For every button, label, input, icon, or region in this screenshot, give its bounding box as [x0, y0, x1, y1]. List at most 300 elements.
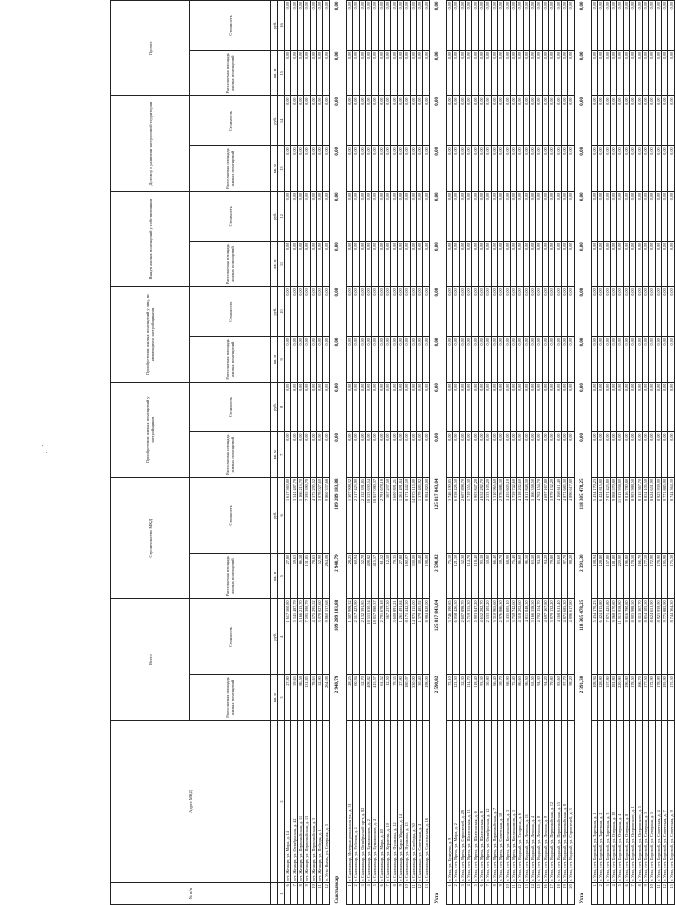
zero-value: 0,00	[372, 191, 378, 241]
zero-value: 0,00	[549, 241, 555, 287]
zero-value: 0,00	[485, 50, 491, 96]
total-area: 68,90	[504, 675, 510, 721]
zero-value: 0,00	[561, 1, 567, 51]
zero-value: 0,00	[472, 96, 478, 146]
total-cost: 4 575 295,52	[310, 599, 316, 675]
total-cost: 3 979 132,20	[549, 599, 555, 675]
total-cost: 9 771 885,90	[661, 599, 667, 675]
group-zero-value: 0,00	[329, 1, 346, 51]
zero-value: 0,00	[316, 287, 322, 337]
zero-value: 0,00	[372, 382, 378, 432]
zero-value: 0,00	[549, 146, 555, 192]
zero-value: 0,00	[291, 50, 297, 96]
zero-value: 0,00	[561, 337, 567, 383]
zero-value: 0,00	[604, 241, 610, 287]
construction-area: 83,60	[555, 553, 561, 599]
zero-value: 0,00	[591, 432, 597, 478]
zero-value: 0,00	[423, 432, 429, 478]
zero-value: 0,00	[491, 337, 497, 383]
zero-value: 0,00	[555, 432, 561, 478]
zero-value: 0,00	[504, 382, 510, 432]
zero-value: 0,00	[561, 50, 567, 96]
construction-area: 180,07	[404, 553, 410, 599]
zero-value: 0,00	[417, 241, 423, 287]
zero-value: 0,00	[372, 337, 378, 383]
col-group-header: Приобретение жилых помещений у застройщиков	[111, 382, 190, 477]
zero-value: 0,00	[504, 96, 510, 146]
row-address: г. Ухта, пгт. Ярега, ул. Космонавтов, д. 3	[504, 720, 510, 883]
zero-value: 0,00	[346, 287, 352, 337]
total-area: 172,90	[649, 675, 655, 721]
row-number: 2	[453, 883, 459, 905]
total-area: 52,70	[359, 675, 365, 721]
total-area: 264,08	[323, 675, 329, 721]
zero-value: 0,00	[465, 287, 471, 337]
construction-cost: 9 816 780,80	[623, 478, 629, 554]
zero-value: 0,00	[385, 241, 391, 287]
row-address: г. Ухта, ул. Бушуева, д. 9	[446, 720, 452, 883]
zero-value: 0,00	[661, 337, 667, 383]
zero-value: 0,00	[542, 432, 548, 478]
zero-value: 0,00	[365, 432, 371, 478]
zero-value: 0,00	[604, 50, 610, 96]
group-zero-value: 0,00	[574, 241, 591, 287]
zero-value: 0,00	[668, 146, 674, 192]
zero-value: 0,00	[385, 191, 391, 241]
row-address: г. Сыктывкар, ул. Свободы, д. 30	[410, 720, 416, 883]
table-row	[668, 1, 674, 905]
zero-value: 0,00	[555, 241, 561, 287]
total-area: 28,25	[346, 675, 352, 721]
zero-value: 0,00	[478, 241, 484, 287]
zero-value: 0,00	[304, 337, 310, 383]
zero-value: 0,00	[517, 337, 523, 383]
zero-value: 0,00	[397, 241, 403, 287]
row-address: г. Сыктывкар, ул. Пушкина, д. 15	[404, 720, 410, 883]
zero-value: 0,00	[636, 382, 642, 432]
zero-value: 0,00	[510, 241, 516, 287]
construction-cost: 1 307 908,32	[346, 478, 352, 554]
zero-value: 0,00	[668, 432, 674, 478]
col-index: 14	[278, 96, 285, 146]
total-area: 94,30	[536, 675, 542, 721]
zero-value: 0,00	[310, 1, 316, 51]
zero-value: 0,00	[497, 287, 503, 337]
zero-value: 0,00	[446, 241, 452, 287]
total-cost: 9 816 780,80	[623, 599, 629, 675]
row-number: 1	[346, 883, 352, 905]
zero-value: 0,00	[529, 432, 535, 478]
zero-value: 0,00	[555, 1, 561, 51]
zero-value: 0,00	[655, 337, 661, 383]
row-number: 2	[598, 883, 604, 905]
row-address: г. Сыктывкар, ул. Пушкина, д. 12	[391, 720, 397, 883]
total-cost: 1 261 491,84	[397, 599, 403, 675]
zero-value: 0,00	[642, 337, 648, 383]
construction-area: 175,30	[668, 553, 674, 599]
zero-value: 0,00	[310, 241, 316, 287]
construction-area: 96,50	[523, 553, 529, 599]
zero-value: 0,00	[642, 382, 648, 432]
zero-value: 0,00	[423, 241, 429, 287]
construction-cost: 567 237,50	[385, 478, 391, 554]
row-number: 13	[423, 883, 429, 905]
zero-value: 0,00	[397, 382, 403, 432]
row-address: г. Ухта, пгт. Водный, ул. Первомайская, д. 12	[549, 720, 555, 883]
row-address: пгт. Жешарт, ул. Мира, д. 14	[285, 720, 291, 883]
col-sub-header: Стоимость	[190, 96, 271, 146]
zero-value: 0,00	[661, 241, 667, 287]
zero-value: 0,00	[523, 191, 529, 241]
zero-value: 0,00	[668, 96, 674, 146]
zero-value: 0,00	[465, 241, 471, 287]
zero-value: 0,00	[485, 337, 491, 383]
zero-value: 0,00	[649, 382, 655, 432]
zero-value: 0,00	[465, 191, 471, 241]
construction-cost: 1 379 485,92	[417, 478, 423, 554]
zero-value: 0,00	[397, 1, 403, 51]
zero-value: 0,00	[410, 191, 416, 241]
zero-value: 0,00	[291, 287, 297, 337]
total-cost: 4 811 848,50	[523, 599, 529, 675]
zero-value: 0,00	[517, 1, 523, 51]
total-area: 83,60	[555, 675, 561, 721]
construction-cost: 18 553 630,54	[365, 478, 371, 554]
col-index: 10	[278, 287, 285, 337]
total-cost: 3 759 742,60	[510, 599, 516, 675]
zero-value: 0,00	[316, 96, 322, 146]
construction-cost: 14 975 115,00	[410, 478, 416, 554]
zero-value: 0,00	[598, 191, 604, 241]
zero-value: 0,00	[478, 96, 484, 146]
zero-value: 0,00	[642, 1, 648, 51]
group-total-cost: 109 289 183,88	[329, 599, 346, 675]
zero-value: 0,00	[655, 432, 661, 478]
zero-value: 0,00	[561, 191, 567, 241]
zero-value: 0,00	[655, 50, 661, 96]
zero-value: 0,00	[504, 432, 510, 478]
group-zero-value: 0,00	[429, 287, 446, 337]
total-cost: 3 166 358,50	[529, 599, 535, 675]
construction-cost: 2 607 898,70	[459, 478, 465, 554]
col-group-header: Прочее	[111, 1, 190, 96]
zero-value: 0,00	[391, 50, 397, 96]
zero-value: 0,00	[453, 50, 459, 96]
zero-value: 0,00	[610, 96, 616, 146]
col-index: 6	[278, 478, 285, 554]
row-number: 18	[555, 883, 561, 905]
row-number: 4	[610, 883, 616, 905]
row-address: г. Сыктывкар, ул. Мира, д. 40	[378, 720, 384, 883]
zero-value: 0,00	[410, 382, 416, 432]
zero-value: 0,00	[297, 241, 303, 287]
zero-value: 0,00	[561, 96, 567, 146]
construction-cost: 8 903 988,50	[629, 478, 635, 554]
col-index: 1	[278, 883, 285, 905]
row-address: г. Ухта, пгт. Боровой, ул. Советская, д. 9	[668, 720, 674, 883]
zero-value: 0,00	[459, 191, 465, 241]
zero-value: 0,00	[642, 96, 648, 146]
construction-area: 94,30	[536, 553, 542, 599]
total-area: 98,20	[568, 675, 574, 721]
zero-value: 0,00	[391, 287, 397, 337]
zero-value: 0,00	[668, 382, 674, 432]
zero-value: 0,00	[404, 1, 410, 51]
zero-value: 0,00	[465, 1, 471, 51]
total-cost: 2 533 105,20	[485, 599, 491, 675]
construction-cost: 5 166 213,70	[297, 478, 303, 554]
zero-value: 0,00	[417, 191, 423, 241]
row-number: 9	[397, 883, 403, 905]
zero-value: 0,00	[604, 146, 610, 192]
zero-value: 0,00	[497, 191, 503, 241]
construction-area: 66,40	[491, 553, 497, 599]
zero-value: 0,00	[668, 1, 674, 51]
zero-value: 0,00	[523, 432, 529, 478]
total-cost: 3 341 487,79	[291, 599, 297, 675]
zero-value: 0,00	[529, 337, 535, 383]
zero-value: 0,00	[410, 432, 416, 478]
total-area: 50,80	[485, 675, 491, 721]
zero-value: 0,00	[417, 382, 423, 432]
zero-value: 0,00	[604, 96, 610, 146]
group-zero-value: 0,00	[574, 146, 591, 192]
total-cost: 6 424 815,80	[598, 599, 604, 675]
zero-value: 0,00	[291, 1, 297, 51]
zero-value: 0,00	[346, 337, 352, 383]
zero-value: 0,00	[517, 287, 523, 337]
zero-value: 0,00	[629, 337, 635, 383]
zero-value: 0,00	[359, 241, 365, 287]
construction-cost: 2 517 423,90	[353, 478, 359, 554]
zero-value: 0,00	[353, 432, 359, 478]
zero-value: 0,00	[465, 96, 471, 146]
row-address: г. Ухта, пгт. Водный, ул. Ленина, д. 9	[542, 720, 548, 883]
row-address: г. Сыктывкар, ул. Октябрьский пр-т, д. 82	[359, 720, 365, 883]
row-number: 19	[561, 883, 567, 905]
row-number: 7	[485, 883, 491, 905]
zero-value: 0,00	[385, 382, 391, 432]
zero-value: 0,00	[291, 241, 297, 287]
zero-value: 0,00	[346, 146, 352, 192]
construction-area: 108,94	[591, 553, 597, 599]
zero-value: 0,00	[453, 96, 459, 146]
zero-value: 0,00	[285, 287, 291, 337]
zero-value: 0,00	[359, 50, 365, 96]
total-cost: 4 871 685,30	[561, 599, 567, 675]
construction-area: 94,20	[542, 553, 548, 599]
zero-value: 0,00	[410, 146, 416, 192]
row-number: 6	[623, 883, 629, 905]
zero-value: 0,00	[478, 146, 484, 192]
zero-value: 0,00	[661, 146, 667, 192]
total-cost: 3 435 605,10	[504, 599, 510, 675]
construction-cost: 5 903 847,20	[472, 478, 478, 554]
zero-value: 0,00	[353, 96, 359, 146]
zero-value: 0,00	[623, 432, 629, 478]
construction-cost: 4 168 611,40	[555, 478, 561, 554]
construction-area: 52,30	[459, 553, 465, 599]
row-number: 7	[629, 883, 635, 905]
zero-value: 0,00	[446, 382, 452, 432]
col-unit: кв. м	[271, 241, 278, 287]
zero-value: 0,00	[617, 337, 623, 383]
total-area: 415,57	[372, 675, 378, 721]
construction-cost: 4 575 295,52	[310, 478, 316, 554]
construction-cost: 8 923 939,90	[655, 478, 661, 554]
col-sub-header: Расселяемая площадь жилых помещений	[190, 146, 271, 192]
row-address: г. Ухта, пгт. Боровой, ул. Заречная, д. 3	[604, 720, 610, 883]
zero-value: 0,00	[359, 191, 365, 241]
col-unit: руб.	[271, 599, 278, 675]
total-cost: 3 600 891,21	[391, 599, 397, 675]
zero-value: 0,00	[304, 1, 310, 51]
zero-value: 0,00	[598, 146, 604, 192]
construction-cost: 11 013 958,80	[617, 478, 623, 554]
zero-value: 0,00	[517, 382, 523, 432]
zero-value: 0,00	[504, 287, 510, 337]
zero-value: 0,00	[617, 191, 623, 241]
zero-value: 0,00	[372, 50, 378, 96]
zero-value: 0,00	[365, 382, 371, 432]
group-name: Сыктывкар	[329, 720, 346, 904]
zero-value: 0,00	[385, 337, 391, 383]
group-total-row	[329, 1, 346, 905]
row-address: г. Ухта, пгт. Боровой, ул. Северная, д. 5	[649, 720, 655, 883]
zero-value: 0,00	[453, 1, 459, 51]
zero-value: 0,00	[523, 337, 529, 383]
construction-area: 98,20	[568, 553, 574, 599]
row-number: 12	[517, 883, 523, 905]
row-address: г. Ухта, пгт. Ярега, ул. Октябрьская, д. 12	[485, 720, 491, 883]
zero-value: 0,00	[297, 96, 303, 146]
col-sub-header: Расселяемая площадь жилых помещений	[190, 432, 271, 478]
construction-cost: 3 166 358,50	[529, 478, 535, 554]
zero-value: 0,00	[391, 96, 397, 146]
zero-value: 0,00	[472, 241, 478, 287]
zero-value: 0,00	[304, 146, 310, 192]
zero-value: 0,00	[623, 287, 629, 337]
col-unit: руб.	[271, 96, 278, 146]
zero-value: 0,00	[365, 191, 371, 241]
zero-value: 0,00	[549, 96, 555, 146]
construction-cost: 3 979 132,20	[549, 478, 555, 554]
group-zero-value: 0,00	[329, 337, 346, 383]
col-index: 8	[278, 382, 285, 432]
zero-value: 0,00	[291, 337, 297, 383]
row-address: г. Ухта, пгт. Боровой, ул. Островского, д. 1	[629, 720, 635, 883]
construction-area: 408,82	[365, 553, 371, 599]
zero-value: 0,00	[536, 1, 542, 51]
zero-value: 0,00	[459, 50, 465, 96]
zero-value: 0,00	[649, 1, 655, 51]
zero-value: 0,00	[629, 432, 635, 478]
zero-value: 0,00	[385, 146, 391, 192]
construction-area: 86,58	[297, 553, 303, 599]
zero-value: 0,00	[523, 1, 529, 51]
construction-area: 63,50	[529, 553, 535, 599]
zero-value: 0,00	[636, 146, 642, 192]
zero-value: 0,00	[542, 50, 548, 96]
zero-value: 0,00	[485, 241, 491, 287]
zero-value: 0,00	[372, 96, 378, 146]
zero-value: 0,00	[297, 50, 303, 96]
total-cost: 4 652 282,70	[478, 599, 484, 675]
col-sub-header: Расселяемая площадь жилых помещений	[190, 337, 271, 383]
row-address: г. Ухта, пгт. Боровой, ул. Озерная, д. 4	[617, 720, 623, 883]
construction-cost: 3 310 965,60	[491, 478, 497, 554]
zero-value: 0,00	[316, 382, 322, 432]
zero-value: 0,00	[629, 96, 635, 146]
zero-value: 0,00	[668, 287, 674, 337]
units-spacer	[271, 883, 278, 905]
zero-value: 0,00	[629, 287, 635, 337]
zero-value: 0,00	[346, 96, 352, 146]
zero-value: 0,00	[568, 50, 574, 96]
zero-value: 0,00	[485, 432, 491, 478]
col-address-header: Адрес МКД	[111, 720, 271, 883]
zero-value: 0,00	[378, 1, 384, 51]
zero-value: 0,00	[378, 96, 384, 146]
row-number: 10	[649, 883, 655, 905]
zero-value: 0,00	[642, 146, 648, 192]
total-area: 96,50	[523, 675, 529, 721]
total-cost: 1 379 485,92	[417, 599, 423, 675]
zero-value: 0,00	[459, 96, 465, 146]
zero-value: 0,00	[598, 432, 604, 478]
row-address: г. Ухта, пгт. Водный, ул. Ленина, д. 4	[529, 720, 535, 883]
zero-value: 0,00	[636, 241, 642, 287]
zero-value: 0,00	[291, 96, 297, 146]
zero-value: 0,00	[610, 241, 616, 287]
zero-value: 0,00	[555, 50, 561, 96]
row-number: 3	[459, 883, 465, 905]
total-cost: 5 434 170,23	[591, 599, 597, 675]
group-zero-value: 0,00	[574, 1, 591, 51]
zero-value: 0,00	[504, 241, 510, 287]
zero-value: 0,00	[353, 382, 359, 432]
zero-value: 0,00	[542, 241, 548, 287]
zero-value: 0,00	[649, 287, 655, 337]
zero-value: 0,00	[323, 432, 329, 478]
total-area: 79,80	[549, 675, 555, 721]
group-zero-value: 0,00	[429, 432, 446, 478]
total-area: 86,58	[297, 675, 303, 721]
zero-value: 0,00	[472, 337, 478, 383]
zero-value: 0,00	[568, 191, 574, 241]
row-number: 9	[304, 883, 310, 905]
zero-value: 0,00	[446, 432, 452, 478]
col-index: 16	[278, 1, 285, 51]
construction-area: 50,80	[485, 553, 491, 599]
zero-value: 0,00	[668, 50, 674, 96]
construction-cost: 4 697 167,80	[542, 478, 548, 554]
zero-value: 0,00	[623, 382, 629, 432]
construction-area: 195,90	[661, 553, 667, 599]
zero-value: 0,00	[491, 382, 497, 432]
zero-value: 0,00	[459, 337, 465, 383]
construction-cost: 4 652 282,70	[478, 478, 484, 554]
row-address: г. Сыктывкар, ул. Бумажников, д. 2	[365, 720, 371, 883]
zero-value: 0,00	[636, 1, 642, 51]
zero-value: 0,00	[649, 146, 655, 192]
zero-value: 0,00	[591, 241, 597, 287]
total-area: 59,63	[291, 675, 297, 721]
total-cost: 2 517 423,90	[353, 599, 359, 675]
row-address: г. Ухта, пгт. Боровой, ул. Озерная, д. 10	[610, 720, 616, 883]
col-unit: руб.	[271, 478, 278, 554]
zero-value: 0,00	[655, 382, 661, 432]
